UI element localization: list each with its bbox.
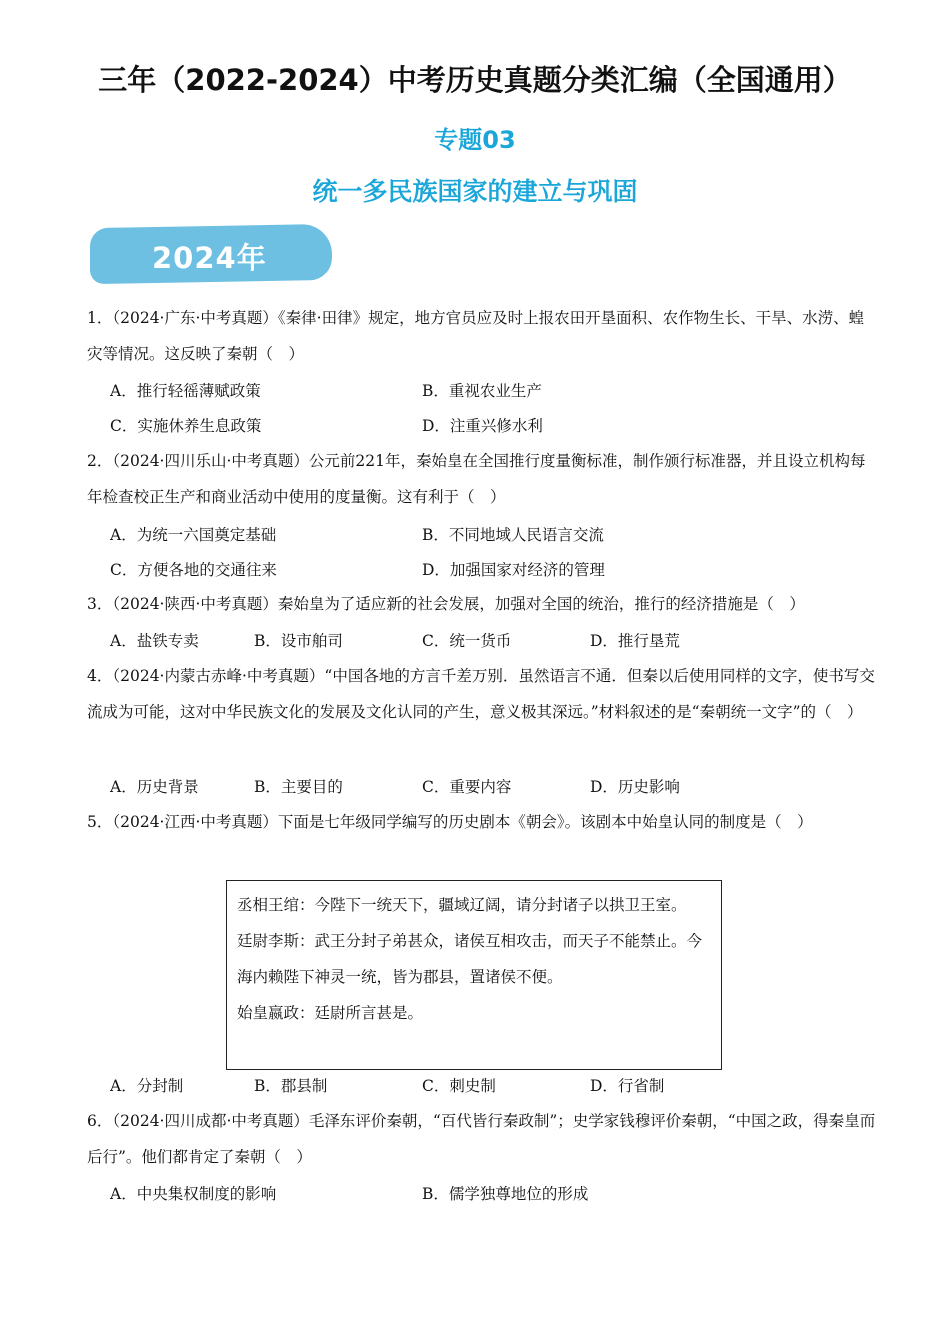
option-d: D．历史影响 [590,778,680,796]
question-stem: 1．（2024·广东·中考真题）《秦律·田律》规定，地方官员应及时上报农田开垦面积、农作物生长、干旱、水涝、蝗灾等情况。这反映了秦朝（ ） [87,309,865,363]
document-title: 三年（2022-2024）中考历史真题分类汇编（全国通用） [98,63,852,97]
option-a: A．中央集权制度的影响 [110,1185,277,1203]
option-b: B．不同地域人民语言交流 [422,526,604,544]
question-stem: 2．（2024·四川乐山·中考真题）公元前221年，秦始皇在全国推行度量衡标准，制作颁行标准器，并且设立机构每年检查校正生产和商业活动中使用的度量衡。这有利于（ ） [87,452,866,506]
topic-number: 专题03 [434,126,516,154]
option-a: A．历史背景 [110,778,199,796]
option-c: C．实施休养生息政策 [110,417,262,435]
option-a: A．为统一六国奠定基础 [110,526,277,544]
material-line: 丞相王绾：今陛下一统天下，疆域辽阔，请分封诸子以拱卫王室。 [237,896,687,914]
question-stem: 3．（2024·陕西·中考真题）秦始皇为了适应新的社会发展，加强对全国的统治，推行的经济措施是（ ） [87,595,805,613]
option-b: B．儒学独尊地位的形成 [422,1185,589,1203]
option-d: D．推行垦荒 [590,632,680,650]
option-b: B．重视农业生产 [422,382,542,400]
option-b: B．设市舶司 [254,632,343,650]
topic-title: 统一多民族国家的建立与巩固 [312,177,638,206]
option-a: A．分封制 [110,1077,184,1095]
option-d: D．注重兴修水利 [422,417,543,435]
option-a: A．推行轻徭薄赋政策 [110,382,261,400]
option-c: C．统一货币 [422,632,512,650]
option-d: D．行省制 [590,1077,665,1095]
option-d: D．加强国家对经济的管理 [422,561,605,579]
option-a: A．盐铁专卖 [110,632,199,650]
question-stem: 4．（2024·内蒙古赤峰·中考真题）“中国各地的方言千差万别．虽然语言不通．但秦以后使用同样的文字，使书写交流成为可能，这对中华民族文化的发展及文化认同的产生，意义极其深远。”材料叙述的是“秦朝统一文字”的（ ） [87,667,875,721]
material-line: 廷尉李斯：武王分封子弟甚众，诸侯互相攻击，而天子不能禁止。今海内赖陛下神灵一统，皆为郡县，置诸侯不便。 [237,932,703,986]
material-line: 始皇嬴政：廷尉所言甚是。 [237,1004,424,1022]
option-c: C．方便各地的交通往来 [110,561,277,579]
question-stem: 5．（2024·江西·中考真题）下面是七年级同学编写的历史剧本《朝会》。该剧本中始皇认同的制度是（ ） [87,813,813,831]
option-b: B．主要目的 [254,778,343,796]
option-c: C．重要内容 [422,778,512,796]
material-box [226,880,722,1070]
option-c: C．刺史制 [422,1077,496,1095]
option-b: B．郡县制 [254,1077,328,1095]
question-stem: 6．（2024·四川成都·中考真题）毛泽东评价秦朝，“百代皆行秦政制”；史学家钱穆评价秦朝，“中国之政，得秦皇而后行”。他们都肯定了秦朝（ ） [87,1112,876,1166]
year-label: 2024年 [152,241,267,275]
